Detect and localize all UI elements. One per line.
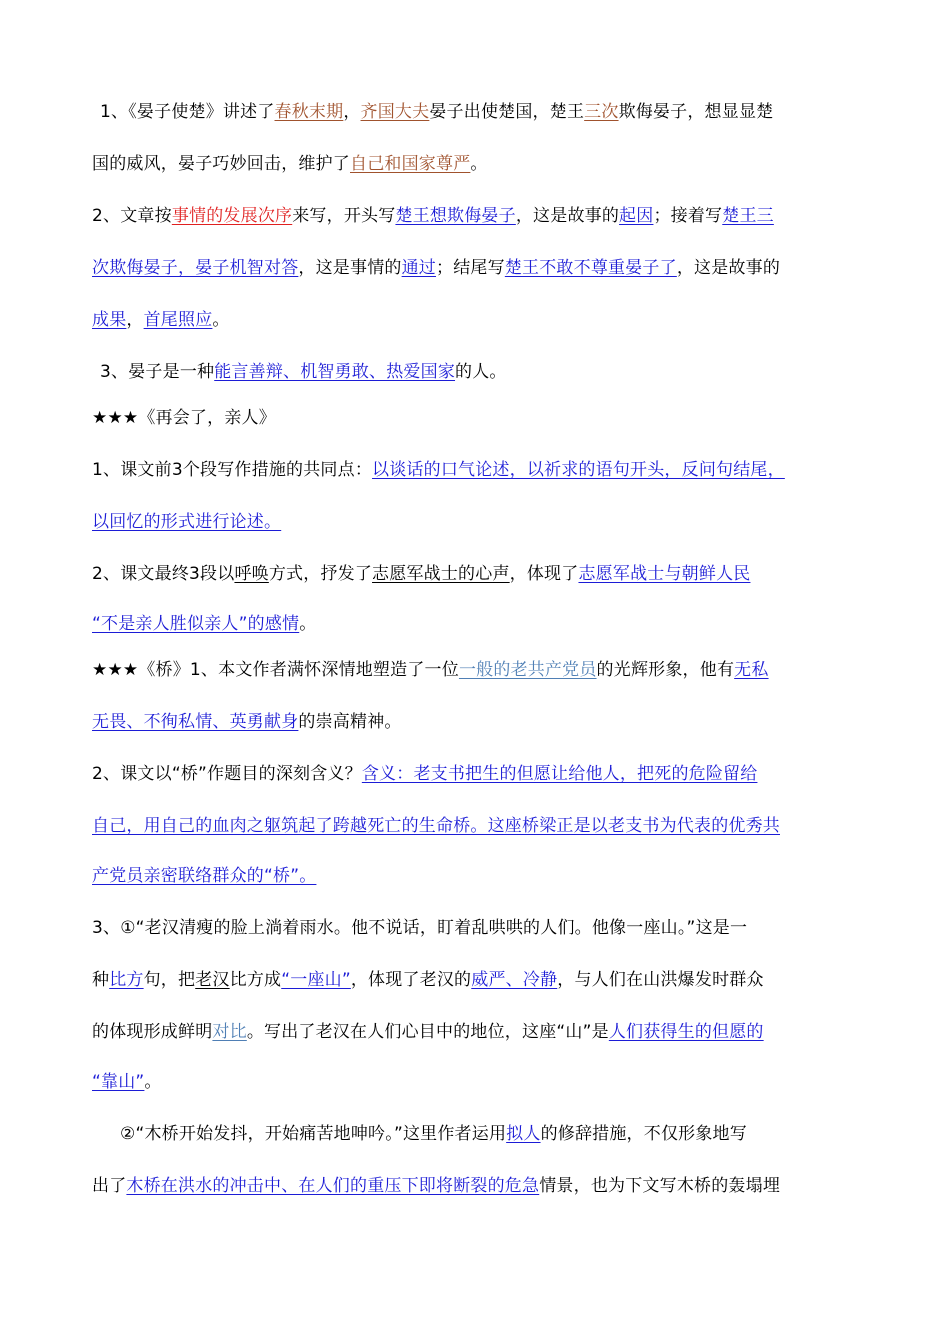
underlined-answer: 对比 bbox=[212, 1022, 247, 1042]
text-line bbox=[100, 100, 773, 124]
underlined-answer: “不是亲人胜似亲人”的感情 bbox=[92, 614, 300, 634]
underlined-answer: 自己，用自己的血肉之躯筑起了跨越死亡的生命桥。这座桥梁正是以老支书为代表的优秀共 bbox=[92, 816, 780, 836]
underlined-answer: 次欺侮晏子，晏子机智对答 bbox=[92, 258, 299, 278]
text-segment: 情景，也为下文写木桥的轰塌埋 bbox=[539, 1176, 781, 1196]
underlined-answer: 春秋末期 bbox=[274, 102, 344, 122]
text-segment: 。 bbox=[212, 310, 230, 330]
text-segment: 2、课文最终3段以 bbox=[92, 564, 235, 584]
text-segment: 的人。 bbox=[455, 362, 507, 382]
text-segment: 比方成 bbox=[229, 970, 282, 990]
text-line bbox=[92, 562, 750, 586]
underlined-answer: “一座山” bbox=[281, 970, 351, 990]
underlined-answer: 能言善辩、机智勇敢、热爱国家 bbox=[214, 362, 456, 382]
underlined-answer: 志愿军战士与朝鲜人民 bbox=[578, 564, 751, 584]
underlined-answer: 楚王三 bbox=[722, 206, 774, 226]
text-segment: 句，把 bbox=[143, 970, 196, 990]
text-line bbox=[92, 710, 402, 734]
text-segment: 1、课文前3个段写作措施的共同点： bbox=[92, 460, 373, 480]
text-segment: 。写出了老汉在人们心目中的地位，这座“山”是 bbox=[246, 1022, 609, 1042]
text-line bbox=[92, 308, 230, 332]
text-line bbox=[92, 612, 316, 636]
underlined-answer: “靠山” bbox=[92, 1072, 145, 1092]
underlined-answer: 楚王不敢不尊重晏子了 bbox=[504, 258, 677, 278]
text-segment: 国的威风，晏子巧妙回击，维护了 bbox=[92, 154, 350, 174]
text-segment: 的体现形成鲜明 bbox=[92, 1022, 213, 1042]
text-line bbox=[92, 814, 780, 838]
text-line bbox=[92, 152, 488, 176]
text-segment: ；接着写 bbox=[653, 206, 723, 226]
underlined-answer: 事情的发展次序 bbox=[171, 206, 293, 226]
underlined-answer: 木桥在洪水的冲击中、在人们的重压下即将断裂的危急 bbox=[126, 1176, 540, 1196]
text-segment: ， bbox=[343, 102, 361, 122]
underlined-answer: 三次 bbox=[584, 102, 619, 122]
text-segment: ，体现了 bbox=[509, 564, 579, 584]
text-segment: ★★★《桥》1、本文作者满怀深情地塑造了一位 bbox=[92, 660, 459, 680]
text-segment: 2、文章按 bbox=[92, 206, 172, 226]
underlined-answer: 产党员亲密联络群众的“桥”。 bbox=[92, 866, 317, 886]
text-line bbox=[92, 256, 780, 280]
underlined-answer: 楚王想欺侮晏子 bbox=[395, 206, 516, 226]
underlined-answer: 首尾照应 bbox=[143, 310, 213, 330]
text-line bbox=[92, 658, 769, 682]
text-segment: 的修辞措施，不仅形象地写 bbox=[540, 1124, 747, 1144]
text-segment: 来写，开头写 bbox=[292, 206, 396, 226]
text-segment: 出了 bbox=[92, 1176, 127, 1196]
underlined-answer: 通过 bbox=[401, 258, 437, 278]
text-segment: ②“木桥开始发抖，开始痛苦地呻吟。”这里作者运用 bbox=[120, 1124, 507, 1144]
text-line bbox=[92, 864, 316, 888]
text-line bbox=[92, 916, 747, 940]
text-segment: 2、课文以“桥”作题目的深刻含义？ bbox=[92, 764, 362, 784]
text-segment: 方式，抒发了 bbox=[268, 564, 373, 584]
text-segment: ，这是事情的 bbox=[298, 258, 402, 278]
text-segment: 。 bbox=[470, 154, 488, 174]
text-segment: 3、①“老汉清瘦的脸上淌着雨水。他不说话，盯着乱哄哄的人们。他像一座山。”这是一 bbox=[92, 918, 748, 938]
underlined-answer: 志愿军战士的心声 bbox=[372, 564, 510, 584]
text-segment: 晏子出使楚国，楚王 bbox=[429, 102, 585, 122]
underlined-answer: 无畏、不徇私情、英勇献身 bbox=[92, 712, 299, 732]
text-segment: 1、《晏子使楚》讲述了 bbox=[100, 102, 275, 122]
text-line bbox=[92, 204, 774, 228]
underlined-answer: 自己和国家尊严 bbox=[350, 154, 471, 174]
underlined-answer: 呼唤 bbox=[234, 564, 269, 584]
underlined-answer: 人们获得生的但愿的 bbox=[608, 1022, 764, 1042]
text-line bbox=[100, 360, 507, 384]
text-segment: ，体现了老汉的 bbox=[350, 970, 472, 990]
underlined-answer: 含义：老支书把生的但愿让给他人，把死的危险留给 bbox=[361, 764, 758, 784]
text-line bbox=[92, 458, 785, 482]
underlined-answer: 以谈话的口气论述，以祈求的语句开头，反问句结尾， bbox=[372, 460, 785, 480]
text-segment: 的光辉形象，他有 bbox=[596, 660, 735, 680]
text-line bbox=[92, 1174, 780, 1198]
text-segment: 种 bbox=[92, 970, 110, 990]
text-segment: 欺侮晏子，想显显楚 bbox=[618, 102, 774, 122]
text-line bbox=[92, 510, 281, 534]
underlined-answer: 齐国大夫 bbox=[360, 102, 430, 122]
text-line bbox=[92, 1070, 162, 1094]
underlined-answer: 比方 bbox=[109, 970, 144, 990]
underlined-answer: 无私 bbox=[734, 660, 769, 680]
underlined-answer: 以回忆的形式进行论述。 bbox=[92, 512, 282, 532]
text-segment: ★★★《再会了，亲人》 bbox=[92, 408, 276, 428]
underlined-answer: 成果 bbox=[92, 310, 127, 330]
text-segment: ， bbox=[126, 310, 144, 330]
text-segment: 。 bbox=[144, 1072, 162, 1092]
text-segment: ；结尾写 bbox=[436, 258, 505, 278]
text-line bbox=[92, 762, 757, 786]
text-line bbox=[92, 1020, 764, 1044]
text-line bbox=[120, 1122, 747, 1146]
underlined-answer: 老汉 bbox=[195, 970, 230, 990]
text-line bbox=[92, 968, 764, 992]
text-segment: ，这是故事的 bbox=[676, 258, 781, 278]
underlined-answer: 起因 bbox=[619, 206, 654, 226]
text-segment: 。 bbox=[299, 614, 317, 634]
text-line bbox=[92, 406, 276, 430]
underlined-answer: 一般的老共产党员 bbox=[458, 660, 597, 680]
text-segment: ，这是故事的 bbox=[515, 206, 620, 226]
underlined-answer: 拟人 bbox=[506, 1124, 541, 1144]
text-segment: 的崇高精神。 bbox=[298, 712, 402, 732]
underlined-answer: 威严、冷静 bbox=[471, 970, 558, 990]
text-segment: ，与人们在山洪爆发时群众 bbox=[557, 970, 764, 990]
text-segment: 3、晏子是一种 bbox=[100, 362, 215, 382]
